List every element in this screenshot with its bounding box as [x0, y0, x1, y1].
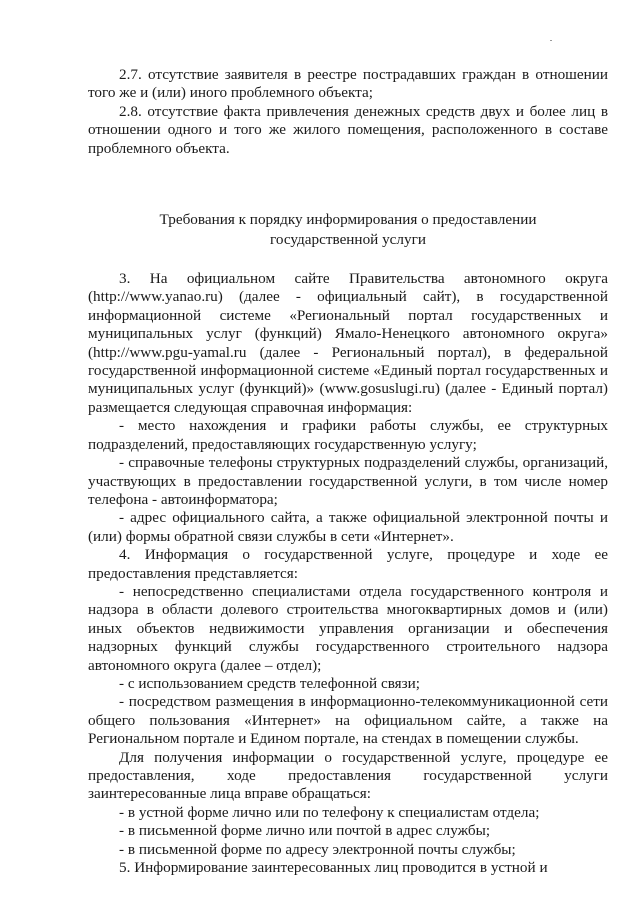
list-item: - место нахождения и графики работы службы, ее структурных подразделений, предоставляющих государственную услугу; [88, 417, 608, 453]
list-item: - адрес официального сайта, а также официальной электронной почты и (или) формы обратной связи службы в сети «Интернет». [88, 509, 608, 545]
paragraph-followup: Для получения информации о государственной услуге, процедуре ее предоставления, ходе предоставления государственной услуги заинтересованные лица вправе обращаться: [88, 748, 608, 803]
spacer [88, 158, 608, 210]
list-item: - непосредственно специалистами отдела государственного контроля и надзора в области долевого строительства многоквартирных домов и (или) иных объектов недвижимости управления организации и обеспечения надзорных функций службы государственного строительного надзора автономного округа (далее – отдел); [88, 582, 608, 674]
section-heading-line-2: государственной услуги [270, 231, 426, 249]
paragraph-2-8: 2.8. отсутствие факта привлечения денежных средств двух и более лиц в отношении одного и того же жилого помещения, расположенного в составе проблемного объекта. [88, 102, 608, 157]
paragraph-2-7: 2.7. отсутствие заявителя в реестре пострадавших граждан в отношении того же и (или) иного проблемного объекта; [88, 66, 608, 102]
list-item: - в устной форме лично или по телефону к специалистам отдела; [119, 803, 540, 821]
list-item: - справочные телефоны структурных подразделений службы, организаций, участвующих в предоставлении государственной услуги, в том числе номер телефона - автоинформатора; [88, 454, 608, 508]
paragraph-4: 4. Информация о государственной услуге, процедуре и ходе ее предоставления представляется: [88, 546, 608, 582]
section-heading-line-1: Требования к порядку информирования о предоставлении [159, 211, 537, 229]
list-item: - в письменной форме по адресу электронной почты службы; [119, 840, 516, 858]
paragraph-5: 5. Информирование заинтересованных лиц проводится в устной и [119, 859, 548, 877]
list-item: - в письменной форме лично или почтой в адрес службы; [119, 822, 491, 840]
list-item: - с использованием средств телефонной связи; [119, 674, 420, 692]
paragraph-3: 3. На официальном сайте Правительства автономного округа (http://www.yanao.ru) (далее - официальный сайт), в государственной информационной системе «Региональный портал государственных и муниципальных услуг (функций) Ямало-Ненецкого автономного округа» (http://www.pgu-yamal.ru (далее - Региональный портал), в федеральной государственной информационной системе «Единый портал государственных и муниципальных услуг (функций)» (www.gosuslugi.ru) (далее - Единый портал) размещается следующая справочная информация: [88, 270, 608, 416]
document-body [88, 66, 608, 877]
scan-artifact [550, 40, 552, 41]
spacer [88, 250, 608, 270]
list-item: - посредством размещения в информационно-телекоммуникационной сети общего пользования «Интернет» на официальном сайте, а также на Региональном портале и Едином портале, на стендах в помещении службы. [88, 693, 608, 748]
